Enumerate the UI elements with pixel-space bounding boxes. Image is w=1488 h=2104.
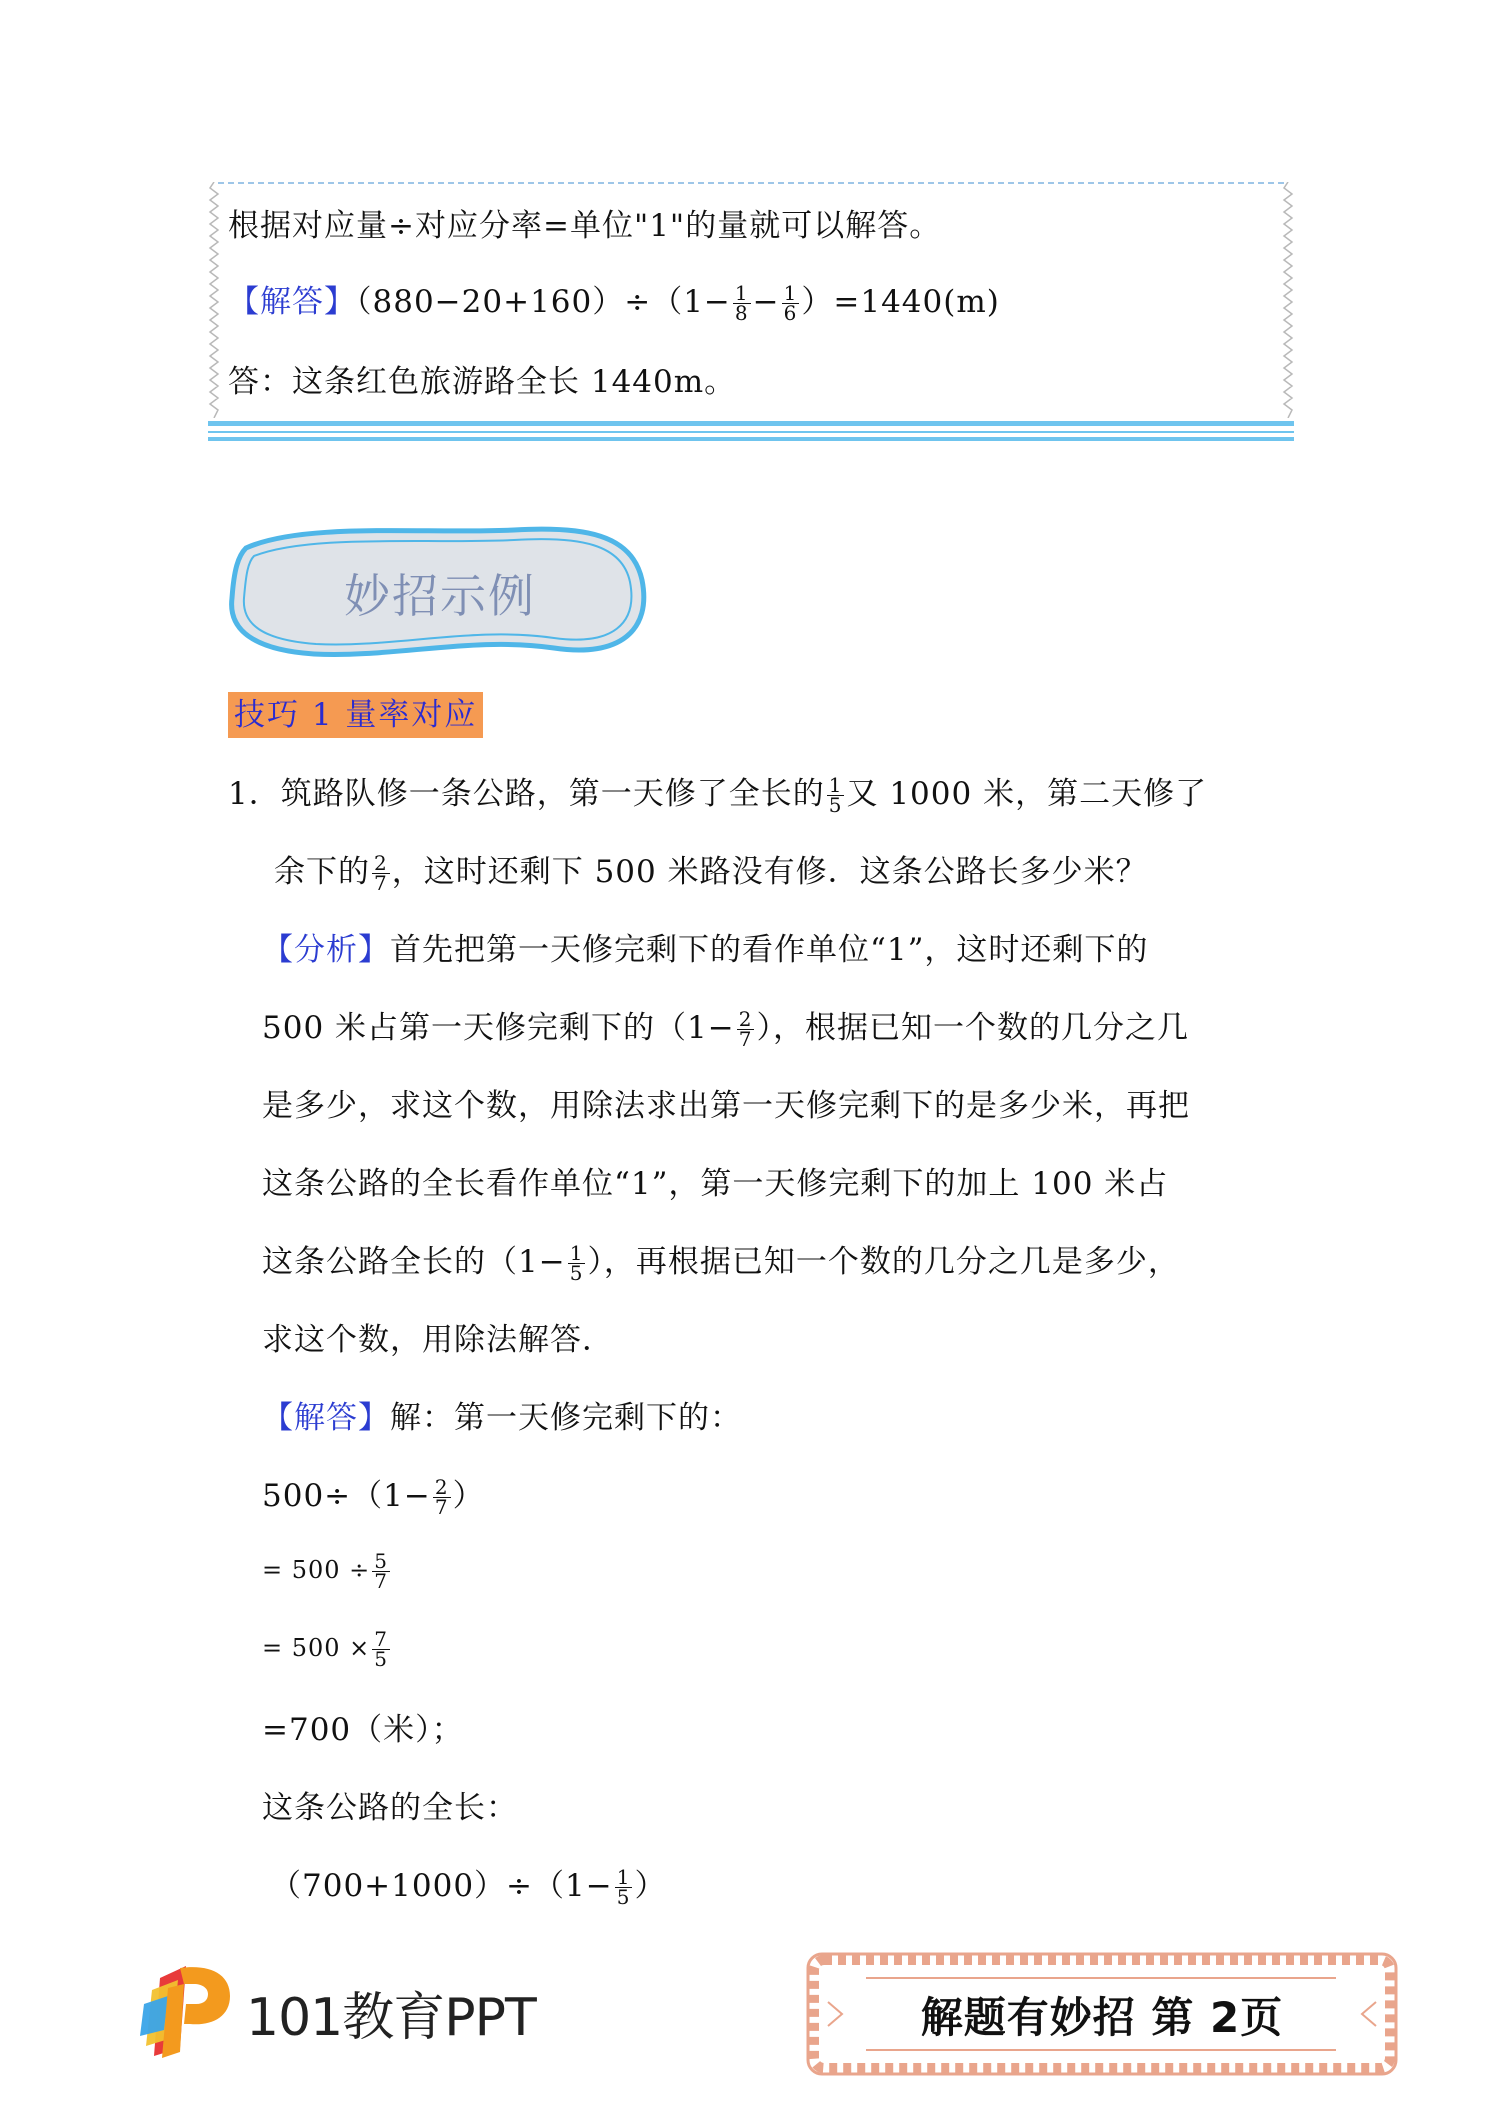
solution-step-2: = 500 ÷ $\frac{5}{7}$ — [262, 1549, 389, 1593]
solution-line-6: 这条公路的全长： — [262, 1790, 518, 1826]
solution-step-7: （700+1000）÷（1− $\frac{1}{5}$ ） — [270, 1865, 667, 1909]
solution-step-1: 500÷（1− $\frac{2}{7}$ ） — [262, 1475, 485, 1519]
fraction: $\frac{1}{8}$ — [734, 281, 749, 325]
answer-expr-start: （880−20+160）÷（1− — [356, 284, 731, 320]
box-line-2: 【解答】（880−20+160）÷（1− $\frac{1}{8}$ − $\frac{1}{6}$ ）=1440(m) — [228, 281, 1000, 325]
answer-expr-end: ）=1440(m) — [801, 284, 1000, 320]
solution-step-4: =700（米）； — [262, 1712, 464, 1748]
fraction: $\frac{1}{6}$ — [783, 281, 798, 325]
page-number-label: 解题有妙招 第 2页 — [920, 1993, 1284, 2042]
box-line-3: 答：这条红色旅游路全长 1440m。 — [228, 364, 737, 400]
solution-tag: 【解答】 — [262, 1400, 390, 1436]
fraction: $\frac{2}{7}$ — [738, 1007, 753, 1051]
box-line-1: 根据对应量÷对应分率=单位"1"的量就可以解答。 — [228, 208, 942, 244]
analysis-line-3: 是多少，求这个数，用除法求出第一天修完剩下的是多少米，再把 — [262, 1088, 1190, 1124]
box-right-border — [1282, 182, 1294, 418]
fraction: $\frac{1}{5}$ — [828, 773, 843, 817]
analysis-line-4: 这条公路的全长看作单位“1”，第一天修完剩下的加上 100 米占 — [262, 1166, 1169, 1202]
fraction: $\frac{2}{7}$ — [434, 1475, 449, 1519]
technique-tag: 技巧 1 量率对应 — [228, 692, 483, 738]
analysis-line-6: 求这个数，用除法解答． — [262, 1322, 614, 1358]
badge-label: 妙招示例 — [344, 569, 536, 623]
solution-line-1: 【解答】解：第一天修完剩下的： — [262, 1400, 742, 1436]
divider-rule — [208, 421, 1294, 426]
fraction: $\frac{7}{5}$ — [374, 1627, 389, 1671]
logo-text: 101教育PPT — [246, 1988, 536, 2048]
solution-step-3: = 500 × $\frac{7}{5}$ — [262, 1627, 389, 1671]
divider-rule — [208, 431, 1294, 433]
analysis-line-2: 500 米占第一天修完剩下的（1− $\frac{2}{7}$ ），根据已知一个数的几分之几 — [262, 1007, 1189, 1051]
answer-tag: 【解答】 — [228, 284, 356, 320]
box-left-border — [208, 182, 220, 418]
fraction: $\frac{1}{5}$ — [616, 1865, 631, 1909]
analysis-tag: 【分析】 — [262, 932, 390, 968]
analysis-line-1: 【分析】首先把第一天修完剩下的看作单位“1”，这时还剩下的 — [262, 932, 1149, 968]
fraction: $\frac{5}{7}$ — [374, 1549, 389, 1593]
box-top-border — [218, 182, 1284, 184]
analysis-line-5: 这条公路全长的（1− $\frac{1}{5}$ ），再根据已知一个数的几分之几是多少， — [262, 1241, 1180, 1285]
fraction: $\frac{2}{7}$ — [374, 851, 388, 895]
divider-rule — [208, 437, 1294, 441]
fraction: $\frac{1}{5}$ — [569, 1241, 584, 1285]
p-logo-icon — [140, 1960, 232, 2060]
problem-line-2: 余下的 $\frac{2}{7}$ ，这时还剩下 500 米路没有修．这条公路长多少米？ — [274, 851, 1148, 895]
problem-line-1: 1．筑路队修一条公路，第一天修了全长的 $\frac{1}{5}$ 又 1000 米，第二天修了 — [228, 773, 1208, 817]
